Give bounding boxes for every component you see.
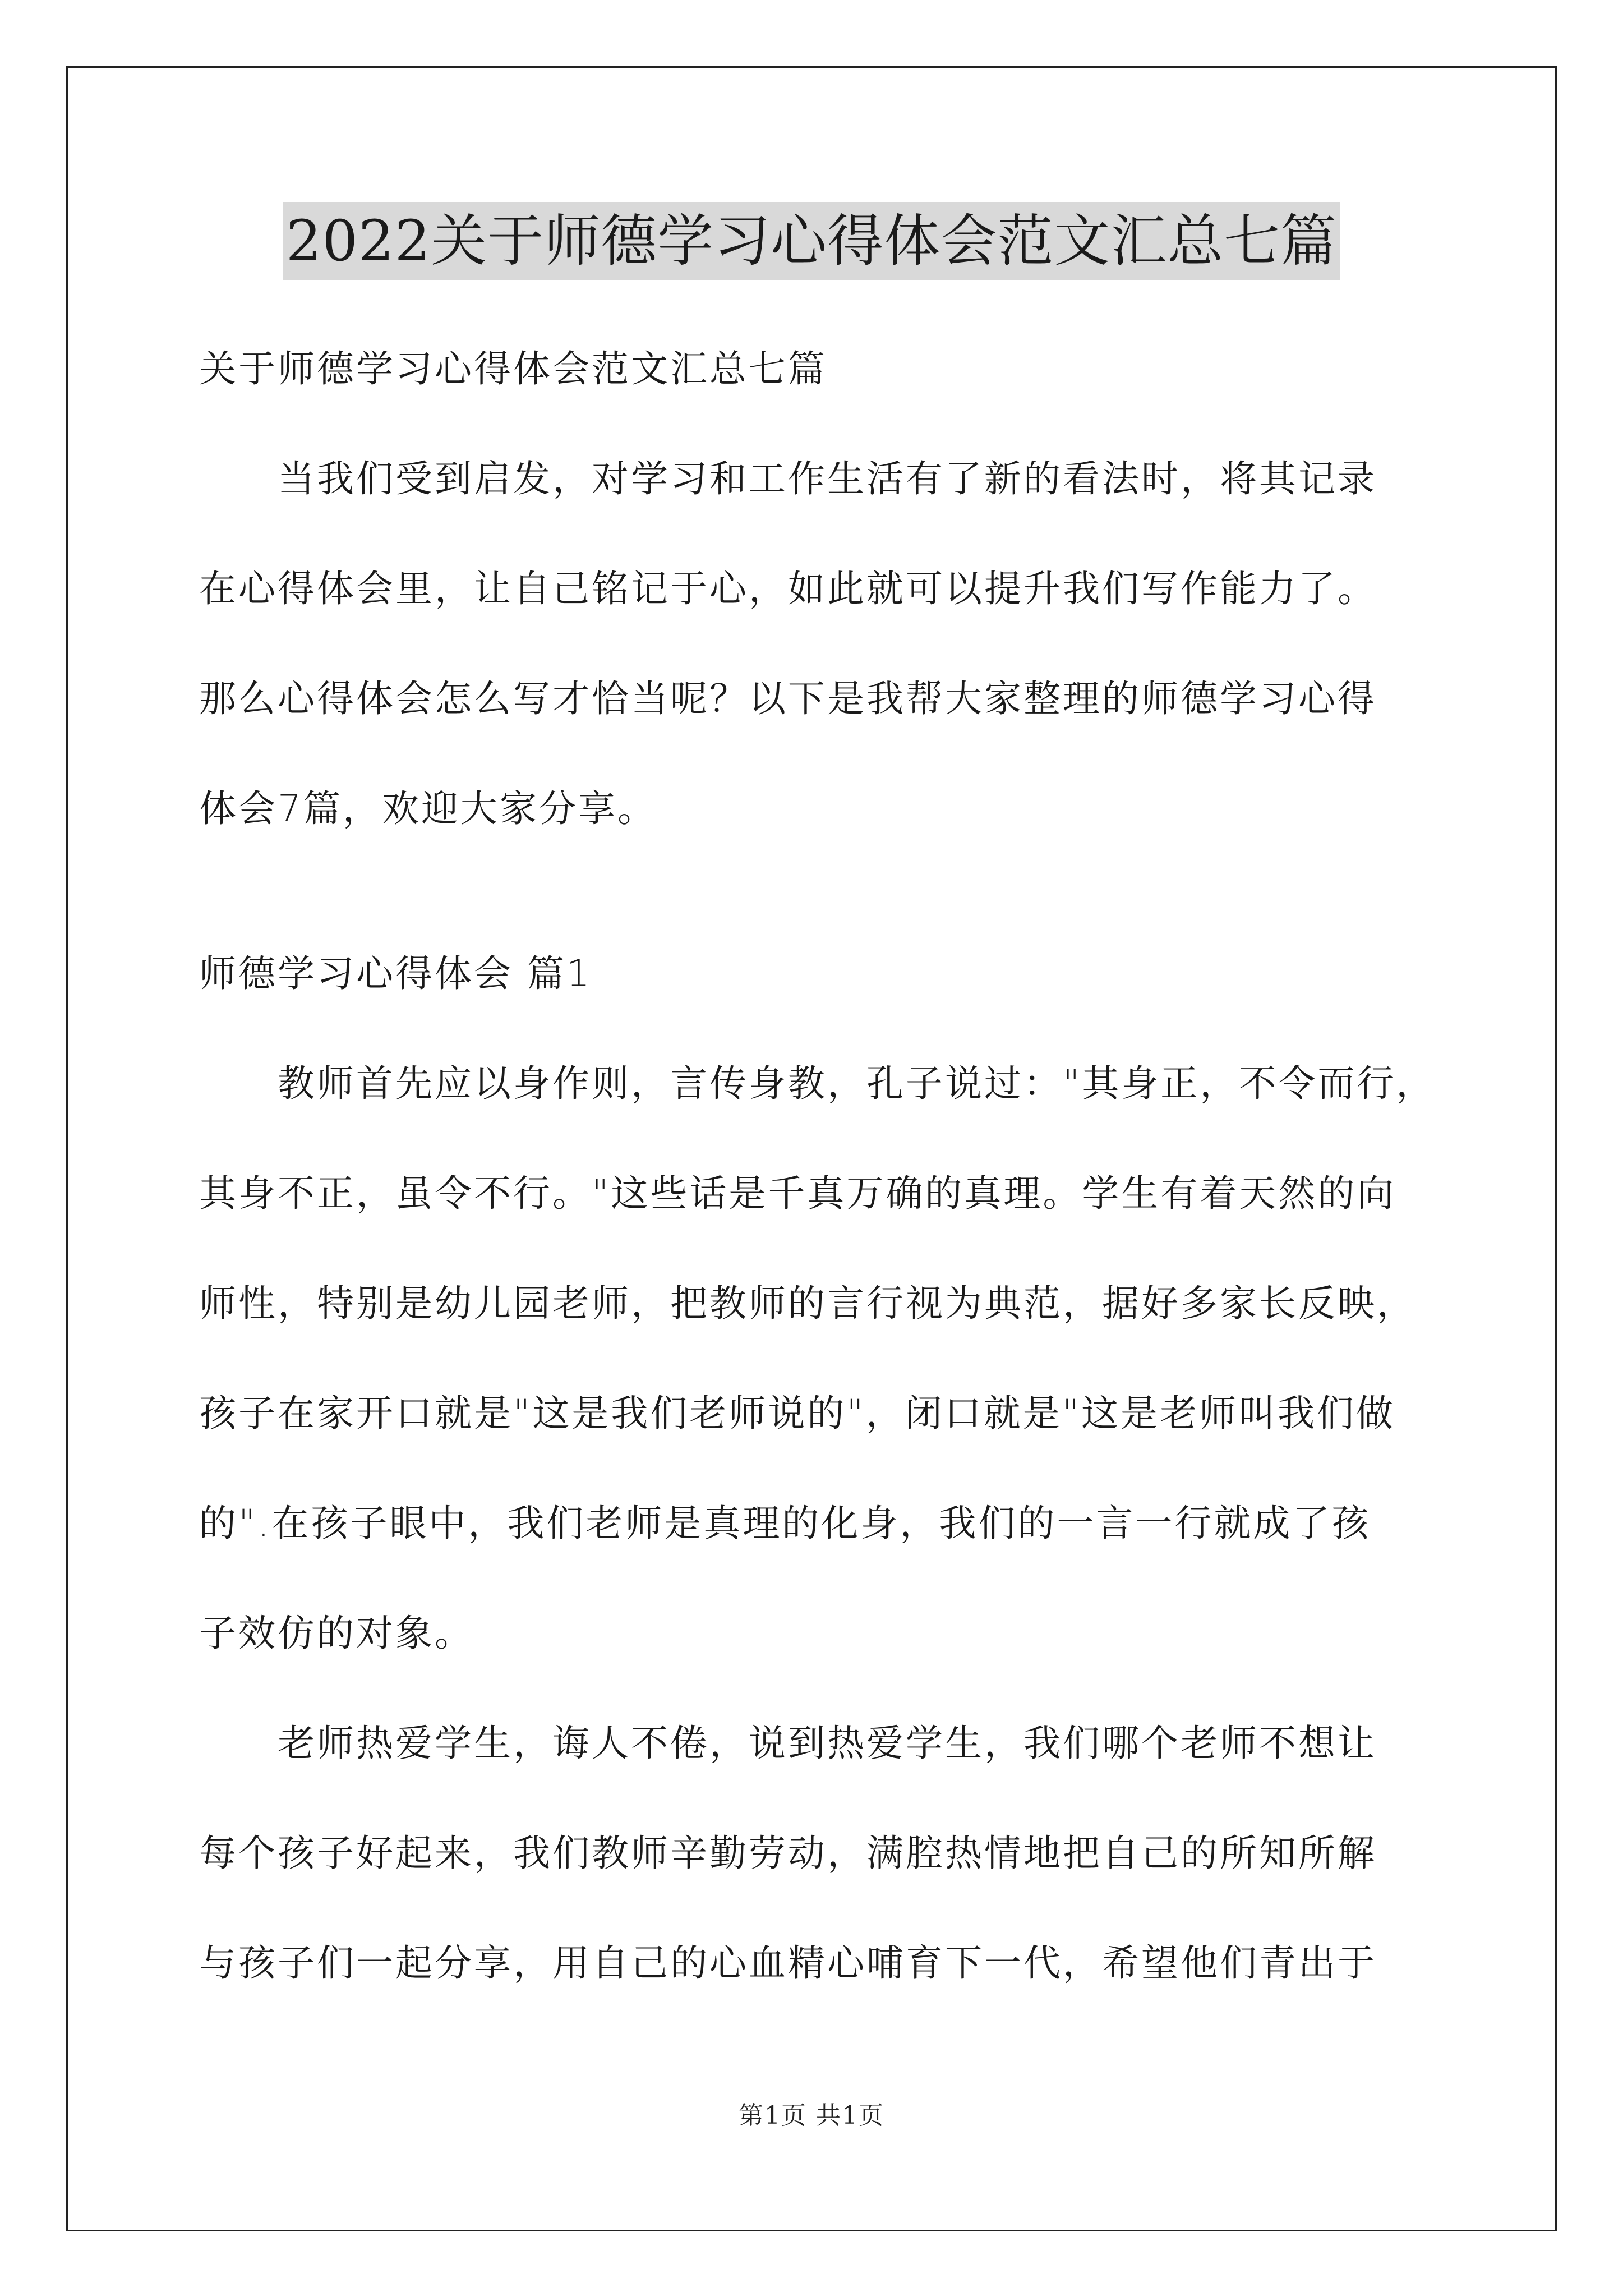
- intro-line: 当我们受到启发，对学习和工作生活有了新的看法时，将其记录: [278, 457, 1377, 500]
- document-body: [199, 314, 1438, 2018]
- intro-line: 那么心得体会怎么写才恰当呢？以下是我帮大家整理的师德学习心得: [199, 677, 1377, 720]
- paragraph-line: 孩子在家开口就是"这是我们老师说的"，闭口就是"这是老师叫我们做: [199, 1392, 1396, 1435]
- paragraph-line: 每个孩子好起来，我们教师辛勤劳动，满腔热情地把自己的所知所解: [199, 1832, 1377, 1875]
- paragraph-line: 的".在孩子眼中，我们老师是真理的化身，我们的一言一行就成了孩: [199, 1502, 1371, 1545]
- paragraph-line: 其身不正，虽令不行。"这些话是千真万确的真理。学生有着天然的向: [199, 1172, 1396, 1215]
- title-container: [0, 202, 1623, 280]
- spacer: [199, 864, 1438, 919]
- paragraph-line: 老师热爱学生，诲人不倦，说到热爱学生，我们哪个老师不想让: [278, 1722, 1377, 1765]
- document-subtitle: 关于师德学习心得体会范文汇总七篇: [199, 347, 827, 390]
- paragraph-line: 教师首先应以身作则，言传身教，孔子说过："其身正，不令而行，: [278, 1062, 1436, 1105]
- intro-line: 在心得体会里，让自己铭记于心，如此就可以提升我们写作能力了。: [199, 567, 1377, 610]
- document-title: 2022关于师德学习心得体会范文汇总七篇: [283, 202, 1341, 280]
- page-footer: 第1页 共1页: [739, 2101, 884, 2130]
- paragraph-line: 与孩子们一起分享，用自己的心血精心哺育下一代，希望他们青出于: [199, 1941, 1377, 1985]
- intro-line: 体会7篇，欢迎大家分享。: [199, 787, 657, 830]
- paragraph-line: 子效仿的对象。: [199, 1612, 474, 1655]
- paragraph-line: 师性，特别是幼儿园老师，把教师的言行视为典范，据好多家长反映，: [199, 1282, 1416, 1325]
- section-heading: 师德学习心得体会 篇1: [199, 952, 592, 995]
